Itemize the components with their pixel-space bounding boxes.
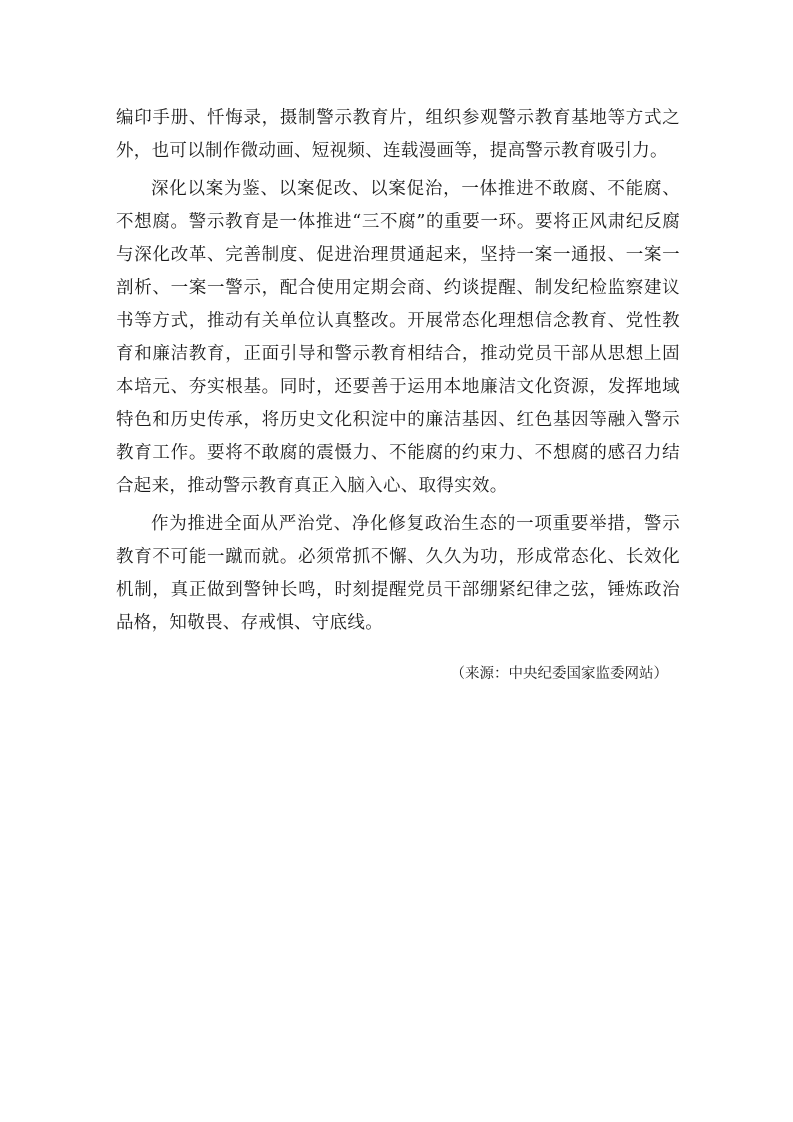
- paragraph-continuation: 编印手册、忏悔录，摄制警示教育片，组织参观警示教育基地等方式之外，也可以制作微动画、短视频、连载漫画等，提高警示教育吸引力。: [116, 108, 680, 161]
- paragraph-conclusion: 作为推进全面从严治党、净化修复政治生态的一项重要举措，警示教育不可能一蹴而就。必须常抓不懈、久久为功，形成常态化、长效化机制，真正做到警钟长鸣，时刻提醒党员干部绷紧纪律之弦，锤炼政治品格，知敬畏、存戒惧、守底线。: [116, 514, 680, 633]
- article-body: [116, 102, 680, 686]
- source-attribution: （来源：中央纪委国家监委网站）: [450, 666, 668, 682]
- paragraph-case-study: 深化以案为鉴、以案促改、以案促治，一体推进不敢腐、不能腐、不想腐。警示教育是一体推进“三不腐”的重要一环。要将正风肃纪反腐与深化改革、完善制度、促进治理贯通起来，坚持一案一通报、一案一剖析、一案一警示，配合使用定期会商、约谈提醒、制发纪检监察建议书等方式，推动有关单位认真整改。开展常态化理想信念教育、党性教育和廉洁教育，正面引导和警示教育相结合，推动党员干部从思想上固本培元、夯实根基。同时，还要善于运用本地廉洁文化资源，发挥地域特色和历史传承，将历史文化积淀中的廉洁基因、红色基因等融入警示教育工作。要将不敢腐的震慑力、不能腐的约束力、不想腐的感召力结合起来，推动警示教育真正入脑入心、取得实效。: [116, 179, 680, 496]
